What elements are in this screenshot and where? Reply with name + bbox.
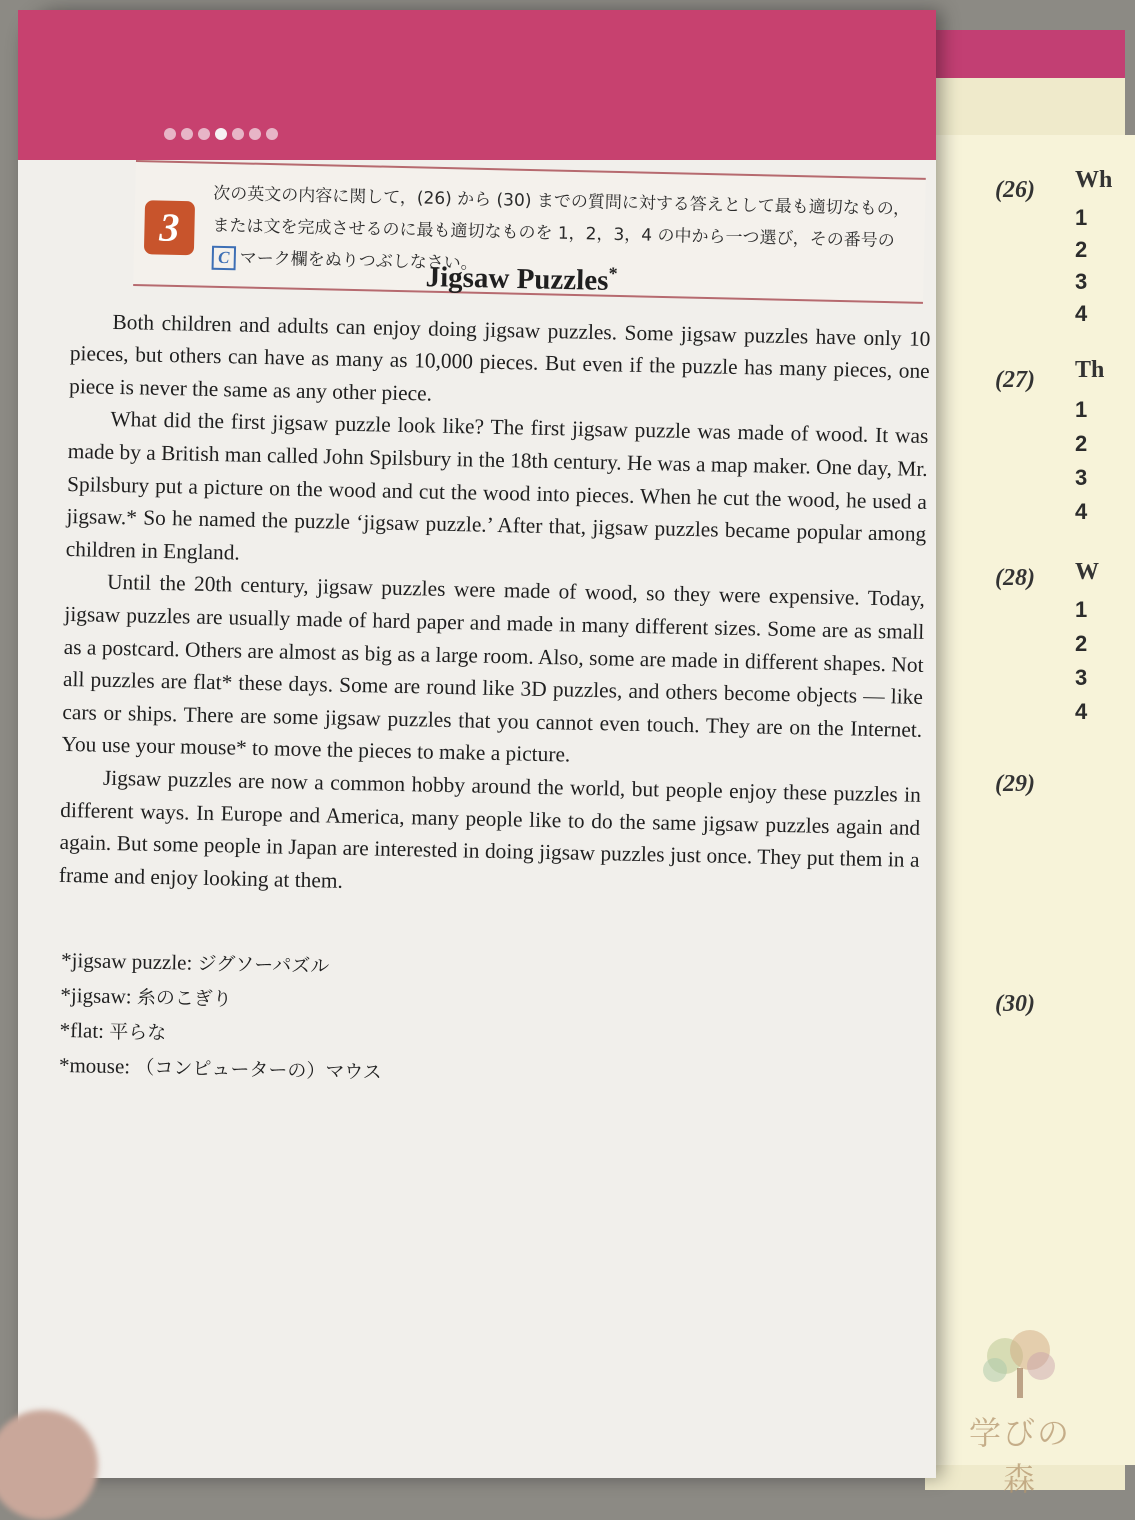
watermark-logo <box>955 1330 1085 1498</box>
question-panel <box>933 135 1135 1465</box>
progress-dots <box>164 128 278 140</box>
option-27-1[interactable]: 1 <box>1075 397 1088 422</box>
progress-dot <box>249 128 261 140</box>
option-27-2[interactable]: 2 <box>1075 431 1088 456</box>
progress-dot <box>198 128 210 140</box>
option-28-3[interactable]: 3 <box>1075 665 1088 690</box>
finger-shadow <box>0 1410 98 1520</box>
footnote-term: *flat: <box>59 1018 105 1044</box>
footnote-term: *jigsaw: <box>60 983 132 1009</box>
option-27-4[interactable]: 4 <box>1075 499 1088 524</box>
right-page <box>925 30 1125 1490</box>
option-26-4[interactable]: 4 <box>1075 301 1088 326</box>
progress-dot <box>266 128 278 140</box>
paragraph-4: Jigsaw puzzles are now a common hobby around the world, but people enjoy these puzzles in different ways. In Europe and America, many people like to do the same jigsaw puzzles again and again. But some people in Japan are interested in doing jigsaw puzzles just once. They put them in a frame and enjoy looking at them. <box>58 765 922 893</box>
option-26-1[interactable]: 1 <box>1075 205 1088 230</box>
right-page-band <box>925 30 1125 78</box>
footnote-term: *mouse: <box>58 1053 131 1079</box>
instruction-line-2: または文を完成させるのに最も適切なものを 1，2，3，4 の中から一つ選び，その番号の <box>212 215 895 252</box>
option-26-2[interactable]: 2 <box>1075 237 1088 262</box>
mark-letter-badge: C <box>212 246 237 271</box>
paragraph-3: Until the 20th century, jigsaw puzzles were made of wood, so they were expensive. Today, jigsaw puzzles are usually made of hard paper and made in many different sizes. Some are as small as a postcard. Others are almost as big as a large room. Also, some are made in different shapes. Not all puzzles are flat* these days. Some are round like 3D puzzles, and others become objects — like cars or ships. There are some jigsaw puzzles that you cannot even touch. They are on the Internet. You use your mouse* to move the pieces to make a picture. <box>61 570 926 767</box>
footnote-gloss: （コンピューターの）マウス <box>135 1056 382 1085</box>
progress-dot <box>232 128 244 140</box>
tree-icon <box>975 1330 1065 1400</box>
question-number-30: (30) <box>995 991 1035 1017</box>
watermark-text: 学びの森 <box>968 1414 1071 1498</box>
question-number-29: (29) <box>995 771 1035 797</box>
footnote-gloss: 糸のこぎり <box>136 986 233 1011</box>
footnote-gloss: ジグソーパズル <box>197 953 330 978</box>
progress-dot <box>164 128 176 140</box>
section-number-badge: 3 <box>144 200 195 255</box>
option-26-3[interactable]: 3 <box>1075 269 1088 294</box>
title-footnote-mark: * <box>608 263 618 284</box>
left-page <box>18 10 936 1478</box>
progress-dot-current <box>215 128 227 140</box>
question-text-26: Wh <box>1075 167 1113 193</box>
footnote-term: *jigsaw puzzle: <box>60 948 193 976</box>
passage-title-text: Jigsaw Puzzles <box>425 261 609 297</box>
progress-dot <box>181 128 193 140</box>
question-number-27: (27) <box>995 367 1035 393</box>
instruction-line-3-text: マーク欄をぬりつぶしなさい。 <box>239 248 478 274</box>
instruction-line-1: 次の英文の内容に関して，(26) から (30) までの質問に対する答えとして最も適切なもの， <box>213 183 911 220</box>
option-28-2[interactable]: 2 <box>1075 631 1088 656</box>
footnotes <box>55 943 918 1101</box>
paragraph-1: Both children and adults can enjoy doing jigsaw puzzles. Some jigsaw puzzles have only 10 pieces, but others can have as many as 10,000 pieces. But even if the puzzle has many pieces, one piece is never the same as any other piece. <box>68 309 931 406</box>
footnote-gloss: 平らな <box>109 1021 167 1045</box>
question-number-26: (26) <box>995 177 1035 203</box>
question-number-28: (28) <box>995 565 1035 591</box>
passage <box>55 252 932 1101</box>
paragraph-2: What did the first jigsaw puzzle look like? The first jigsaw puzzle was made of wood. It was made by a British man called John Spilsbury in the 18th century. He was a map maker. One day, Mr. Spilsbury put a picture on the wood and cut the wood into pieces. When he cut the wood, he used a jigsaw.* So he named the puzzle ‘jigsaw puzzle.’ After that, jigsaw puzzles became popular among children in England. <box>65 407 929 565</box>
option-28-1[interactable]: 1 <box>1075 597 1088 622</box>
question-text-28: W <box>1075 559 1099 585</box>
option-28-4[interactable]: 4 <box>1075 699 1088 724</box>
option-27-3[interactable]: 3 <box>1075 465 1088 490</box>
top-color-band <box>18 10 936 160</box>
question-text-27: Th <box>1075 357 1105 383</box>
